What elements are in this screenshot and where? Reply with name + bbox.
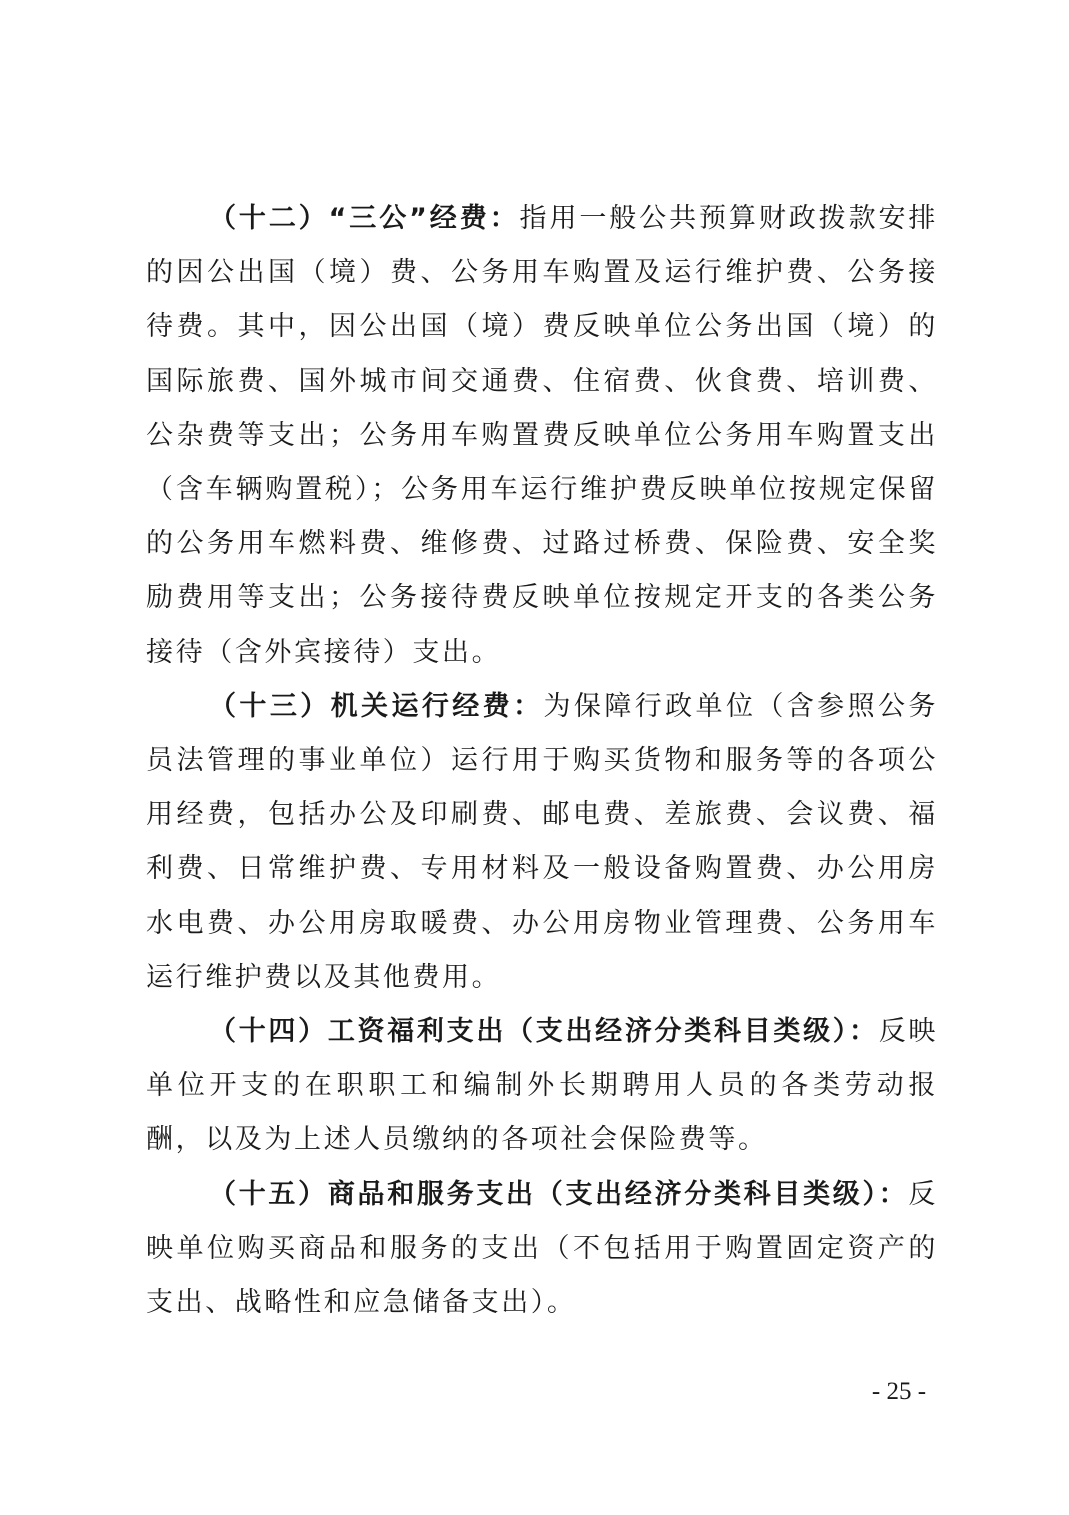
term-goods-services-expenditure: （十五）商品和服务支出（支出经济分类科目类级）： (209, 1178, 909, 1210)
paragraph-goods-services-expenditure (146, 1168, 938, 1331)
document-body (146, 192, 938, 1330)
paragraph-wage-welfare-expenditure (146, 1005, 938, 1168)
page-number: - 25 - (871, 1378, 927, 1405)
definition-agency-operating-funds: 为保障行政单位（含参照公务员法管理的事业单位）运行用于购买货物和服务等的各项公用经费，包括办公及印刷费、邮电费、差旅费、会议费、福利费、日常维护费、专用材料及一般设备购置费、办公用房水电费、办公用房取暖费、办公用房物业管理费、公务用车运行维护费以及其他费用。 (146, 690, 938, 993)
term-agency-operating-funds: （十三）机关运行经费： (209, 690, 544, 722)
term-sangong-funds: （十二）“三公”经费： (209, 203, 520, 234)
paragraph-sangong-funds (146, 192, 938, 680)
definition-sangong-funds: 指用一般公共预算财政拨款安排的因公出国（境）费、公务用车购置及运行维护费、公务接待费。其中，因公出国（境）费反映单位公务出国（境）的国际旅费、国外城市间交通费、住宿费、伙食费、培训费、公杂费等支出；公务用车购置费反映单位公务用车购置支出（含车辆购置税）；公务用车运行维护费反映单位按规定保留的公务用车燃料费、维修费、过路过桥费、保险费、安全奖励费用等支出；公务接待费反映单位按规定开支的各类公务接待（含外宾接待）支出。 (146, 203, 938, 668)
term-wage-welfare-expenditure: （十四）工资福利支出（支出经济分类科目类级）： (209, 1016, 879, 1048)
definition-goods-services-expenditure: 反映单位购买商品和服务的支出（不包括用于购置固定资产的支出、战略性和应急储备支出）。 (146, 1178, 938, 1319)
definition-wage-welfare-expenditure: 反映单位开支的在职职工和编制外长期聘用人员的各类劳动报酬，以及为上述人员缴纳的各项社会保险费等。 (146, 1016, 938, 1156)
paragraph-agency-operating-funds (146, 680, 938, 1005)
